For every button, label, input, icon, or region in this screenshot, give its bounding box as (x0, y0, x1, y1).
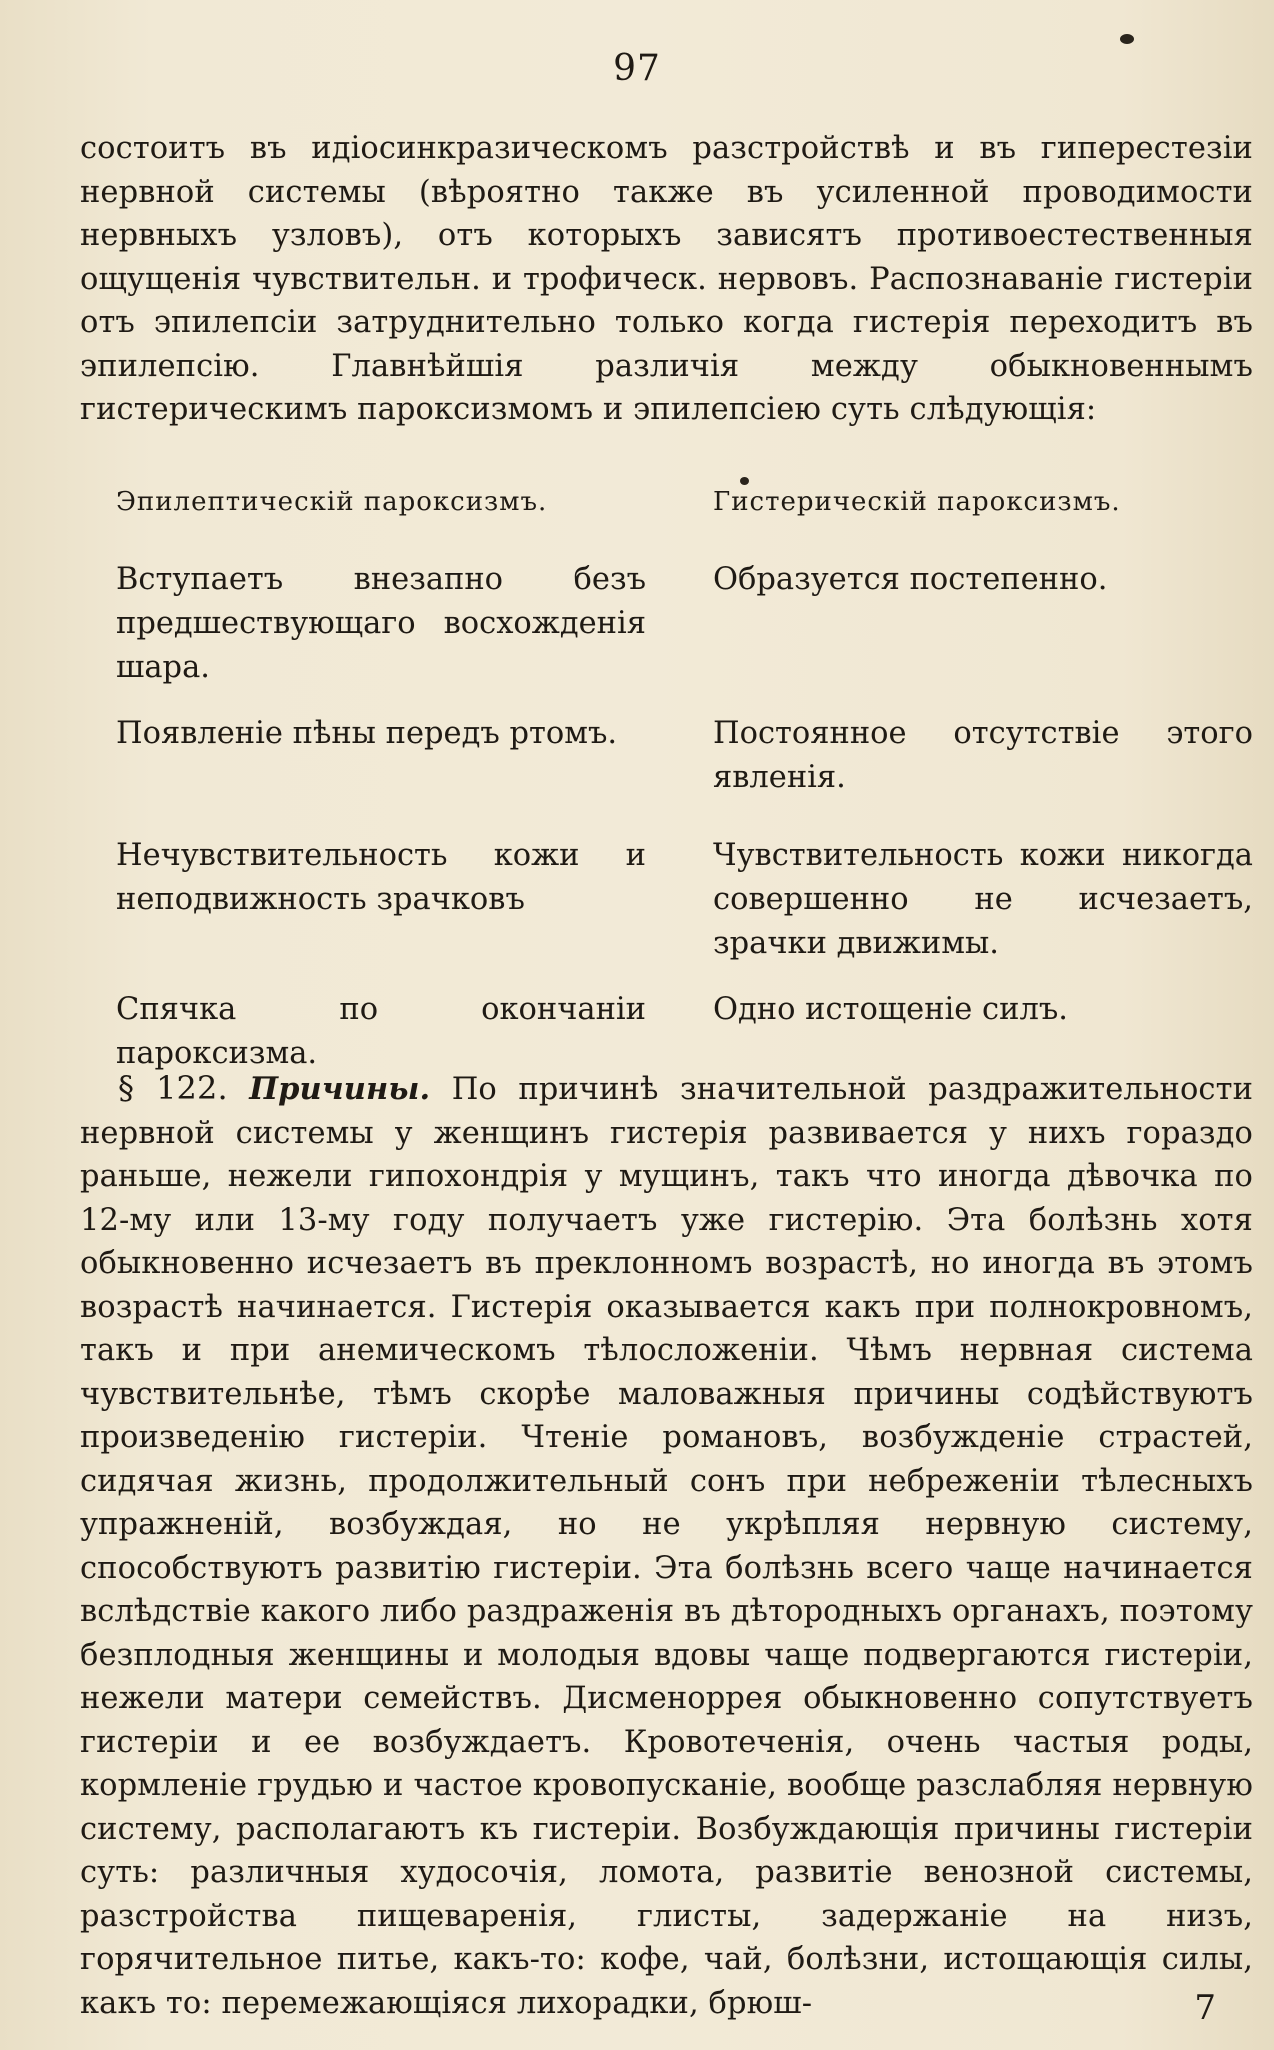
epileptic-cell: Нечувствительность кожи и неподвижность зрачковъ (116, 838, 646, 917)
comparison-row (80, 834, 1253, 966)
hysteric-header: Гистерическій пароксизмъ. (713, 487, 1121, 517)
comparison-row (80, 712, 1253, 800)
comparison-header-row (80, 480, 1253, 524)
epileptic-header: Эпилептическій пароксизмъ. (116, 487, 548, 517)
epileptic-cell: Появленіе пѣны передъ ртомъ. (116, 716, 618, 751)
section-paragraph (80, 1067, 1253, 2025)
comparison-row (80, 988, 1253, 1076)
comparison-row (80, 558, 1253, 690)
epileptic-cell: Вступаетъ внезапно безъ предшествующаго восхожденія шара. (116, 562, 646, 685)
ink-blot (1120, 34, 1134, 44)
comparison-table (80, 480, 1253, 1076)
intro-paragraph: состоитъ въ идіосинкразическомъ разстройствѣ и въ гиперестезіи нервной системы (вѣроятно также въ усиленной проводимости нервныхъ узловъ), отъ которыхъ зависятъ противоестественныя ощущенія чувствительн. и трофическ. нервовъ. Распознаваніе гистеріи отъ эпилепсіи затруднительно только когда гистерія переходитъ въ эпилепсію. Главнѣйшія различія между обыкновеннымъ гистерическимъ пароксизмомъ и эпилепсіею суть слѣдующія: (80, 131, 1253, 427)
signature-mark: 7 (1194, 1988, 1216, 2028)
section-title: Причины. (249, 1071, 431, 1107)
hysteric-cell: Образуется постепенно. (713, 562, 1108, 597)
section-text: По причинѣ значительной раздражительности нервной системы у женщинъ гистерія развивается у нихъ гораздо раньше, нежели гипохондрія у мущинъ, такъ что иногда дѣвочка по 12-му или 13-му году получаетъ уже гистерію. Эта болѣзнь хотя обыкновенно исчезаетъ въ преклонномъ возрастѣ, но иногда въ этомъ возрастѣ начинается. Гистерія оказывается какъ при полнокровномъ, такъ и при анемическомъ тѣлосложеніи. Чѣмъ нервная система чувствительнѣе, тѣмъ скорѣе маловажныя причины содѣйствуютъ произведенію гистеріи. Чтеніе романовъ, возбужденіе страстей, сидячая жизнь, продолжительный сонъ при небреженіи тѣлесныхъ упражненій, возбуждая, но не укрѣпляя нервную систему, способствуютъ развитію гистеріи. Эта болѣзнь всего чаще начинается вслѣдствіе какого либо раздраженія въ дѣтородныхъ органахъ, поэтому безплодныя женщины и молодыя вдовы чаще подвергаются гистеріи, нежели матери семействъ. Дисменоррея обыкновенно сопутствуетъ гистеріи и ее возбуждаетъ. Кровотеченія, очень частыя роды, кормленіе грудью и частое кровопусканіе, вообще разслабляя нервную систему, располагаютъ къ гистеріи. Возбуждающія причины гистеріи суть: различныя худосочія, ломота, развитіе венозной системы, разстройства пищеваренія, глисты, задержаніе на низъ, горячительное питье, какъ-то: кофе, чай, болѣзни, истощающія силы, какъ то: перемежающіяся лихорадки, брюш- (80, 1072, 1254, 2021)
section-number: § 122. (118, 1069, 228, 1107)
page-number: 97 (613, 48, 661, 89)
hysteric-cell: Чувствительность кожи никогда совершенно не исчезаетъ, зрачки движимы. (713, 838, 1253, 961)
hysteric-cell: Одно истощеніе силъ. (713, 992, 1068, 1027)
hysteric-cell: Постоянное отсутствіе этого явленія. (713, 716, 1253, 795)
epileptic-cell: Спячка по окончаніи пароксизма. (116, 992, 646, 1071)
